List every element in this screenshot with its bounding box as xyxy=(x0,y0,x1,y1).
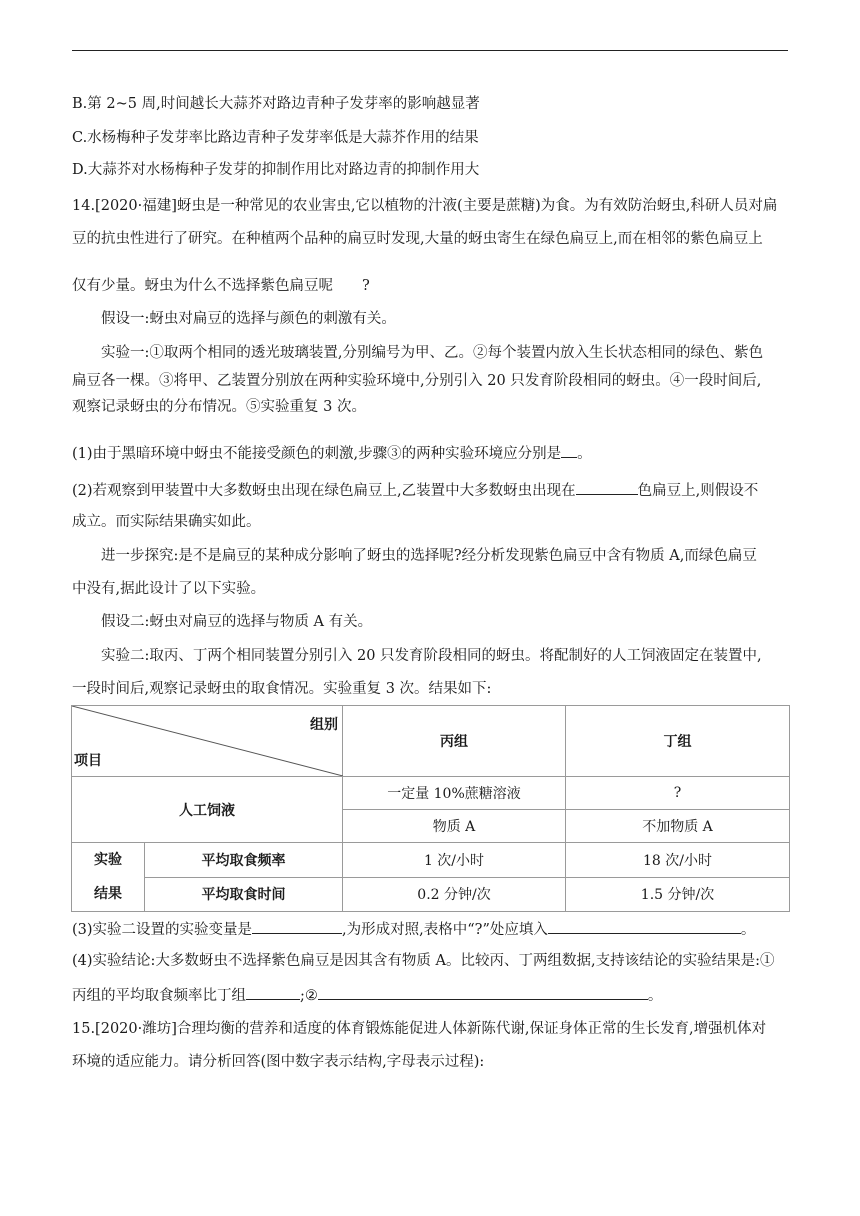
experiment-1-line-2: 扁豆各一棵。③将甲、乙装置分别放在两种实验环境中,分别引入 20 只发育阶段相同的蚜虫。④一段时间后, xyxy=(72,373,762,389)
further-inquiry-line-2: 中没有,据此设计了以下实验。 xyxy=(72,581,266,597)
answer-blank-6[interactable] xyxy=(318,984,648,1000)
further-inquiry-line-1: 进一步探究:是不是扁豆的某种成分影响了蚜虫的选择呢?经分析发现紫色扁豆中含有物质 A,而绿色扁豆 xyxy=(101,548,757,564)
part-3 xyxy=(72,918,755,940)
table-row xyxy=(72,777,790,810)
part-2 xyxy=(72,479,758,501)
experiment-1-line-1: 实验一:①取两个相同的透光玻璃装置,分别编号为甲、乙。②每个装置内放入生长状态相同的绿色、紫色 xyxy=(101,345,763,361)
hypothesis-2: 假设二:蚜虫对扁豆的选择与物质 A 有关。 xyxy=(101,614,373,630)
part-2-text-b: 色扁豆上,则假设不 xyxy=(637,483,759,499)
frequency-bing: 1 次/小时 xyxy=(343,843,566,878)
part-3-text-a: (3)实验二设置的实验变量是 xyxy=(72,922,253,938)
experiment-2-line-2: 一段时间后,观察记录蚜虫的取食情况。实验重复 3 次。结果如下: xyxy=(72,681,492,697)
feed-bing-substance: 物质 A xyxy=(343,810,566,843)
part-2-line-2: 成立。而实际结果确实如此。 xyxy=(72,514,261,530)
result-label-line-2: 结果 xyxy=(94,886,122,902)
column-header-ding: 丁组 xyxy=(566,706,790,777)
part-4-text-a: 丙组的平均取食频率比丁组 xyxy=(72,988,246,1004)
corner-item-label: 项目 xyxy=(74,753,102,769)
option-d: D.大蒜芥对水杨梅种子发芽的抑制作用比对路边青的抑制作用大 xyxy=(72,162,480,178)
option-b: B.第 2~5 周,时间越长大蒜芥对路边青种子发芽率的影响越显著 xyxy=(72,96,480,112)
part-2-text-a: (2)若观察到甲装置中大多数蚜虫出现在绿色扁豆上,乙装置中大多数蚜虫出现在 xyxy=(72,483,576,499)
column-header-bing: 丙组 xyxy=(343,706,566,777)
answer-blank-1[interactable] xyxy=(561,442,577,458)
part-1-end: 。 xyxy=(577,446,592,462)
part-4-text-b: ;② xyxy=(300,988,318,1004)
table-row xyxy=(72,843,790,878)
part-1 xyxy=(72,442,592,464)
duration-bing: 0.2 分钟/次 xyxy=(343,877,566,912)
experiment-1-line-3: 观察记录蚜虫的分布情况。⑤实验重复 3 次。 xyxy=(72,399,366,415)
feed-ding-substance: 不加物质 A xyxy=(566,810,790,843)
q14-line-1: 14.[2020·福建]蚜虫是一种常见的农业害虫,它以植物的汁液(主要是蔗糖)为食。为有效防治蚜虫,科研人员对扁 xyxy=(72,198,778,214)
part-3-end: 。 xyxy=(740,922,756,938)
answer-blank-5[interactable] xyxy=(246,984,300,1000)
duration-ding: 1.5 分钟/次 xyxy=(566,877,790,912)
answer-blank-3[interactable] xyxy=(252,918,342,934)
answer-blank-4[interactable] xyxy=(548,918,741,934)
part-3-text-b: ,为形成对照,表格中“?”处应填入 xyxy=(342,922,548,938)
answer-blank-2[interactable] xyxy=(576,479,638,495)
results-table xyxy=(71,705,790,912)
q14-line-2: 豆的抗虫性进行了研究。在种植两个品种的扁豆时发现,大量的蚜虫寄生在绿色扁豆上,而在相邻的紫色扁豆上 xyxy=(72,231,763,247)
experiment-2-line-1: 实验二:取丙、丁两个相同装置分别引入 20 只发育阶段相同的蚜虫。将配制好的人工饲液固定在装置中, xyxy=(101,648,762,664)
corner-group-label: 组别 xyxy=(310,717,338,733)
feed-label: 人工饲液 xyxy=(72,777,343,843)
result-label-line-1: 实验 xyxy=(94,852,122,868)
option-c: C.水杨梅种子发芽率比路边青种子发芽率低是大蒜芥作用的结果 xyxy=(72,130,479,146)
q15-line-2: 环境的适应能力。请分析回答(图中数字表示结构,字母表示过程): xyxy=(72,1054,485,1070)
header-rule xyxy=(72,50,788,51)
table-header-row xyxy=(72,706,790,777)
hypothesis-1: 假设一:蚜虫对扁豆的选择与颜色的刺激有关。 xyxy=(101,311,396,327)
feed-bing-base: 一定量 10%蔗糖溶液 xyxy=(343,777,566,810)
table-corner-cell xyxy=(72,706,343,777)
part-1-text: (1)由于黑暗环境中蚜虫不能接受颜色的刺激,步骤③的两种实验环境应分别是 xyxy=(72,446,562,462)
duration-label: 平均取食时间 xyxy=(145,877,343,912)
table-row xyxy=(72,877,790,912)
q14-line-3: 仅有少量。蚜虫为什么不选择紫色扁豆呢 ? xyxy=(72,278,370,294)
part-4-line-1: (4)实验结论:大多数蚜虫不选择紫色扁豆是因其含有物质 A。比较丙、丁两组数据,支持该结论的实验结果是:① xyxy=(72,953,775,969)
frequency-ding: 18 次/小时 xyxy=(566,843,790,878)
feed-ding-base: ? xyxy=(566,777,790,810)
result-label xyxy=(72,843,145,912)
part-4-line-2 xyxy=(72,984,662,1006)
part-4-end: 。 xyxy=(647,988,663,1004)
q15-line-1: 15.[2020·潍坊]合理均衡的营养和适度的体育锻炼能促进人体新陈代谢,保证身体正常的生长发育,增强机体对 xyxy=(72,1021,767,1037)
diagonal-divider xyxy=(72,706,343,776)
frequency-label: 平均取食频率 xyxy=(145,843,343,878)
